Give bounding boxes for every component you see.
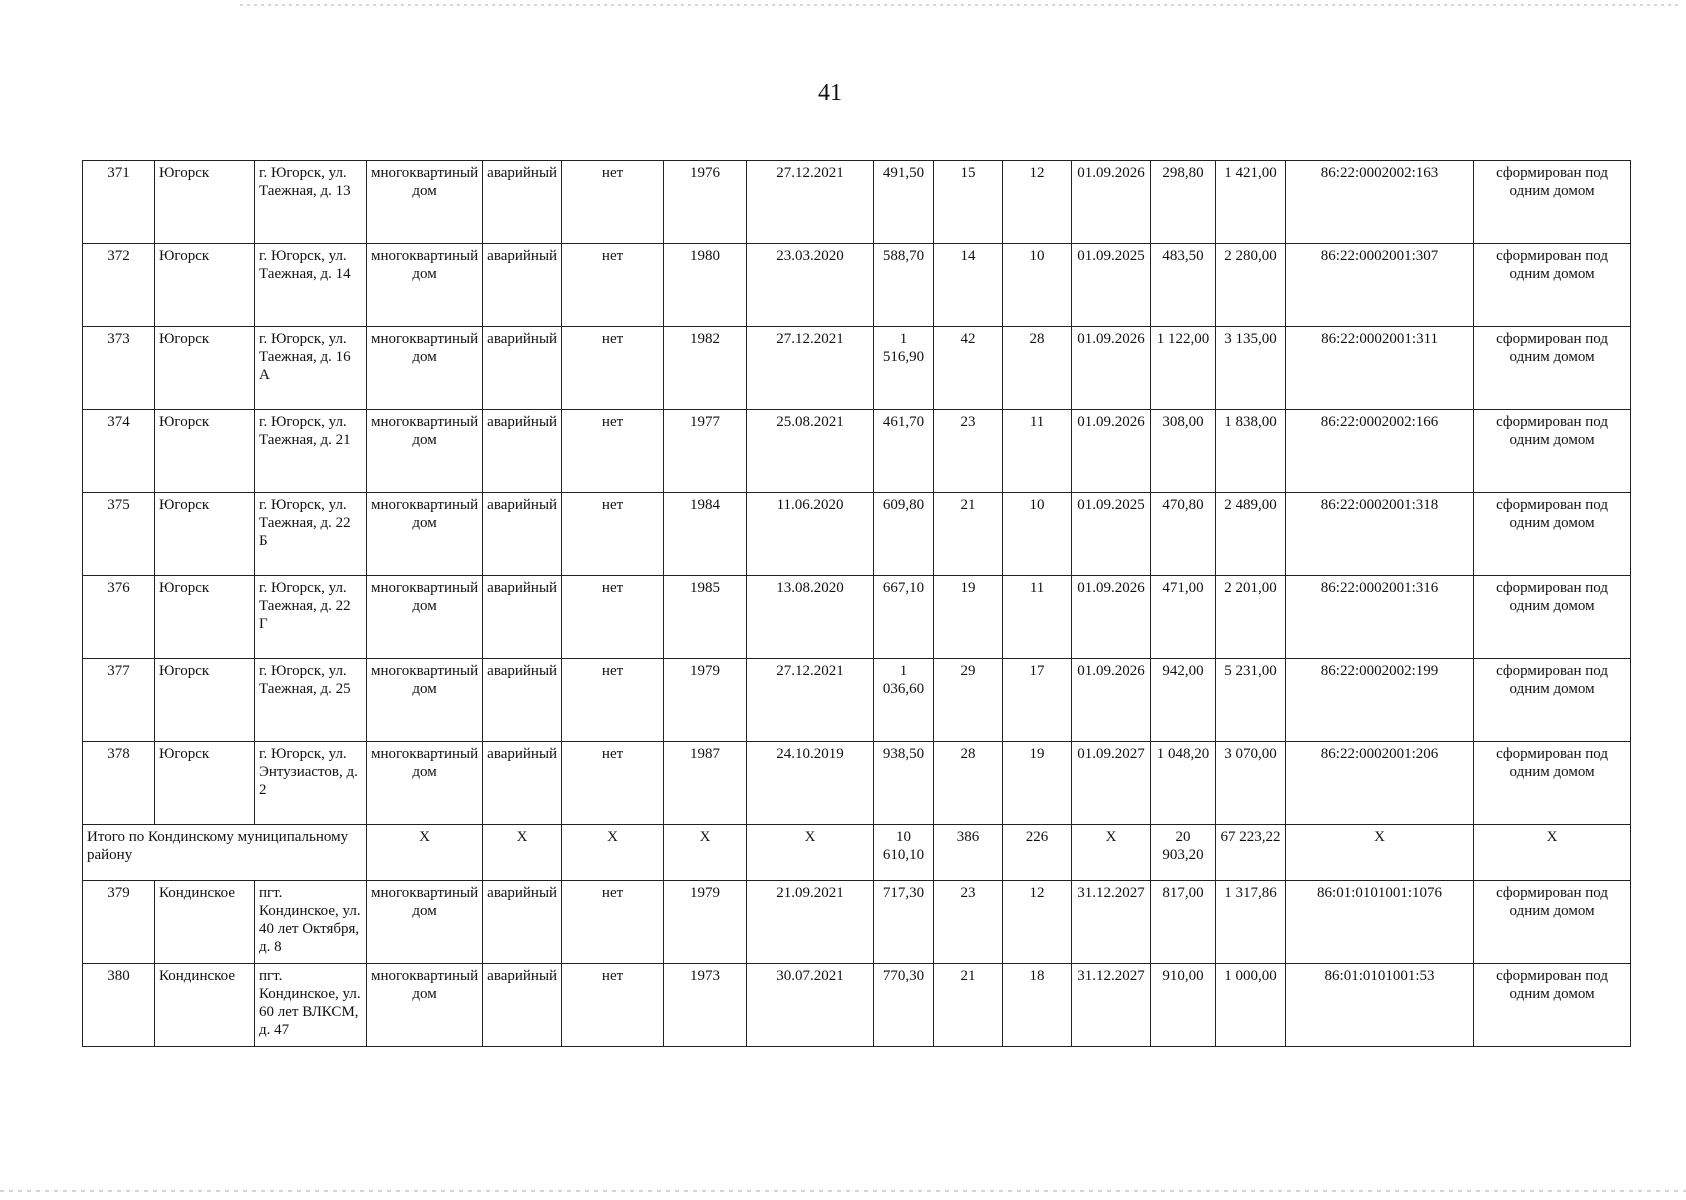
- housing-registry-table: [82, 160, 1631, 1047]
- table-row: [83, 964, 1631, 1047]
- cell-num: 380: [83, 964, 155, 1047]
- table-row: [83, 161, 1631, 244]
- cell-num: 374: [83, 410, 155, 493]
- table-row: [83, 576, 1631, 659]
- cell-address: г. Югорск, ул. Таежная, д. 16 А: [255, 327, 367, 410]
- cell-year: 1985: [664, 576, 747, 659]
- cell-house-type: многоквартиный дом: [367, 244, 483, 327]
- cell-land-area: 1 000,00: [1216, 964, 1286, 1047]
- cell-house-type: многоквартиный дом: [367, 410, 483, 493]
- cell-flats: 10: [1003, 244, 1072, 327]
- cell-num: 372: [83, 244, 155, 327]
- scan-edge-top: [240, 4, 1680, 6]
- cell-settled-area: 298,80: [1151, 161, 1216, 244]
- cell-date: 21.09.2021: [747, 881, 874, 964]
- cell-deadline: 01.09.2026: [1072, 576, 1151, 659]
- cell-area: 938,50: [874, 742, 934, 825]
- cell-residents: 14: [934, 244, 1003, 327]
- scan-edge-bottom: [0, 1190, 1686, 1192]
- cell-cadastral: 86:22:0002002:166: [1286, 410, 1474, 493]
- cell-status: аварийный: [483, 964, 562, 1047]
- cell-num: 378: [83, 742, 155, 825]
- cell-num: 375: [83, 493, 155, 576]
- cell-municipality: Кондинское: [155, 881, 255, 964]
- cell-residents: 23: [934, 881, 1003, 964]
- cell-land-area: 3 135,00: [1216, 327, 1286, 410]
- cell-deadline: 01.09.2027: [1072, 742, 1151, 825]
- cell-year: 1976: [664, 161, 747, 244]
- cell-settled-area: 470,80: [1151, 493, 1216, 576]
- table-row: [83, 742, 1631, 825]
- page-number: 41: [818, 80, 842, 106]
- cell-residents: 21: [934, 493, 1003, 576]
- cell-municipality: Кондинское: [155, 964, 255, 1047]
- cell-cadastral: 86:22:0002002:163: [1286, 161, 1474, 244]
- cell-settled-area: 308,00: [1151, 410, 1216, 493]
- cell-house-type: многоквартиный дом: [367, 576, 483, 659]
- cell-flats: 17: [1003, 659, 1072, 742]
- cell-address: г. Югорск, ул. Таежная, д. 22 Г: [255, 576, 367, 659]
- cell-date: 13.08.2020: [747, 576, 874, 659]
- cell-date: 27.12.2021: [747, 161, 874, 244]
- cell-house-type: многоквартиный дом: [367, 493, 483, 576]
- cell-note: сформирован под одним домом: [1474, 659, 1631, 742]
- cell-settled-area: 483,50: [1151, 244, 1216, 327]
- cell-flats: 12: [1003, 881, 1072, 964]
- cell-status: аварийный: [483, 659, 562, 742]
- table-row: [83, 327, 1631, 410]
- cell-address: г. Югорск, ул. Таежная, д. 22 Б: [255, 493, 367, 576]
- cell-residents: 29: [934, 659, 1003, 742]
- cell-year: 1980: [664, 244, 747, 327]
- cell-note: сформирован под одним домом: [1474, 576, 1631, 659]
- cell-year: 1979: [664, 659, 747, 742]
- cell-cadastral: 86:01:0101001:1076: [1286, 881, 1474, 964]
- cell-year: X: [664, 825, 747, 881]
- cell-date: 30.07.2021: [747, 964, 874, 1047]
- table-body: [83, 161, 1631, 1047]
- cell-area: 1 516,90: [874, 327, 934, 410]
- total-row: [83, 825, 1631, 881]
- cell-municipality: Югорск: [155, 244, 255, 327]
- cell-flats: 28: [1003, 327, 1072, 410]
- cell-deadline: X: [1072, 825, 1151, 881]
- cell-status: аварийный: [483, 244, 562, 327]
- cell-deadline: 31.12.2027: [1072, 881, 1151, 964]
- cell-flats: 12: [1003, 161, 1072, 244]
- cell-date: 27.12.2021: [747, 659, 874, 742]
- cell-year: 1977: [664, 410, 747, 493]
- cell-settled-area: 1 122,00: [1151, 327, 1216, 410]
- cell-address: г. Югорск, ул. Таежная, д. 14: [255, 244, 367, 327]
- cell-flats: 11: [1003, 576, 1072, 659]
- cell-date: 24.10.2019: [747, 742, 874, 825]
- cell-area: 770,30: [874, 964, 934, 1047]
- cell-land-area: 2 201,00: [1216, 576, 1286, 659]
- cell-status: аварийный: [483, 742, 562, 825]
- cell-settled-area: 910,00: [1151, 964, 1216, 1047]
- cell-address: г. Югорск, ул. Таежная, д. 21: [255, 410, 367, 493]
- cell-year: 1979: [664, 881, 747, 964]
- cell-settled-area: 817,00: [1151, 881, 1216, 964]
- cell-cadastral: 86:01:0101001:53: [1286, 964, 1474, 1047]
- cell-num: 373: [83, 327, 155, 410]
- cell-land-area: 2 280,00: [1216, 244, 1286, 327]
- cell-num: 377: [83, 659, 155, 742]
- cell-address: г. Югорск, ул. Энтузиастов, д. 2: [255, 742, 367, 825]
- table-row: [83, 881, 1631, 964]
- cell-residents: 23: [934, 410, 1003, 493]
- cell-house-type: многоквартиный дом: [367, 161, 483, 244]
- cell-note: сформирован под одним домом: [1474, 161, 1631, 244]
- cell-land-area: 67 223,22: [1216, 825, 1286, 881]
- cell-cultural: нет: [562, 576, 664, 659]
- table-row: [83, 659, 1631, 742]
- cell-deadline: 31.12.2027: [1072, 964, 1151, 1047]
- cell-cadastral: 86:22:0002001:206: [1286, 742, 1474, 825]
- cell-note: сформирован под одним домом: [1474, 964, 1631, 1047]
- cell-house-type: X: [367, 825, 483, 881]
- cell-cultural: X: [562, 825, 664, 881]
- cell-area: 461,70: [874, 410, 934, 493]
- cell-cultural: нет: [562, 244, 664, 327]
- cell-municipality: Югорск: [155, 659, 255, 742]
- cell-municipality: Югорск: [155, 410, 255, 493]
- table-row: [83, 410, 1631, 493]
- cell-deadline: 01.09.2025: [1072, 244, 1151, 327]
- cell-status: аварийный: [483, 327, 562, 410]
- cell-status: аварийный: [483, 161, 562, 244]
- cell-area: 609,80: [874, 493, 934, 576]
- cell-municipality: Югорск: [155, 493, 255, 576]
- cell-note: сформирован под одним домом: [1474, 410, 1631, 493]
- cell-cultural: нет: [562, 161, 664, 244]
- cell-cultural: нет: [562, 659, 664, 742]
- cell-land-area: 1 838,00: [1216, 410, 1286, 493]
- cell-date: 11.06.2020: [747, 493, 874, 576]
- cell-cadastral: 86:22:0002001:307: [1286, 244, 1474, 327]
- cell-cultural: нет: [562, 327, 664, 410]
- cell-status: X: [483, 825, 562, 881]
- cell-cadastral: 86:22:0002002:199: [1286, 659, 1474, 742]
- cell-land-area: 2 489,00: [1216, 493, 1286, 576]
- cell-deadline: 01.09.2026: [1072, 410, 1151, 493]
- cell-status: аварийный: [483, 881, 562, 964]
- cell-flats: 18: [1003, 964, 1072, 1047]
- cell-house-type: многоквартиный дом: [367, 964, 483, 1047]
- cell-note: сформирован под одним домом: [1474, 493, 1631, 576]
- cell-residents: 42: [934, 327, 1003, 410]
- cell-area: 10 610,10: [874, 825, 934, 881]
- cell-municipality: Югорск: [155, 576, 255, 659]
- total-label: Итого по Кондинскому муниципальному району: [83, 825, 367, 881]
- cell-municipality: Югорск: [155, 327, 255, 410]
- cell-area: 667,10: [874, 576, 934, 659]
- cell-settled-area: 20 903,20: [1151, 825, 1216, 881]
- cell-year: 1987: [664, 742, 747, 825]
- table-row: [83, 244, 1631, 327]
- cell-cadastral: 86:22:0002001:318: [1286, 493, 1474, 576]
- cell-deadline: 01.09.2026: [1072, 659, 1151, 742]
- cell-settled-area: 471,00: [1151, 576, 1216, 659]
- cell-house-type: многоквартиный дом: [367, 881, 483, 964]
- cell-cadastral: X: [1286, 825, 1474, 881]
- cell-num: 376: [83, 576, 155, 659]
- cell-note: сформирован под одним домом: [1474, 244, 1631, 327]
- cell-land-area: 1 317,86: [1216, 881, 1286, 964]
- cell-deadline: 01.09.2025: [1072, 493, 1151, 576]
- cell-date: X: [747, 825, 874, 881]
- cell-cadastral: 86:22:0002001:316: [1286, 576, 1474, 659]
- cell-area: 491,50: [874, 161, 934, 244]
- cell-flats: 11: [1003, 410, 1072, 493]
- cell-flats: 10: [1003, 493, 1072, 576]
- cell-cultural: нет: [562, 493, 664, 576]
- cell-land-area: 3 070,00: [1216, 742, 1286, 825]
- cell-address: г. Югорск, ул. Таежная, д. 25: [255, 659, 367, 742]
- cell-cultural: нет: [562, 742, 664, 825]
- cell-house-type: многоквартиный дом: [367, 659, 483, 742]
- cell-note: сформирован под одним домом: [1474, 881, 1631, 964]
- cell-municipality: Югорск: [155, 742, 255, 825]
- cell-date: 25.08.2021: [747, 410, 874, 493]
- cell-year: 1982: [664, 327, 747, 410]
- cell-land-area: 1 421,00: [1216, 161, 1286, 244]
- cell-residents: 15: [934, 161, 1003, 244]
- cell-residents: 386: [934, 825, 1003, 881]
- cell-area: 588,70: [874, 244, 934, 327]
- cell-year: 1973: [664, 964, 747, 1047]
- cell-house-type: многоквартиный дом: [367, 742, 483, 825]
- cell-cultural: нет: [562, 410, 664, 493]
- cell-status: аварийный: [483, 493, 562, 576]
- cell-residents: 21: [934, 964, 1003, 1047]
- cell-address: г. Югорск, ул. Таежная, д. 13: [255, 161, 367, 244]
- cell-cadastral: 86:22:0002001:311: [1286, 327, 1474, 410]
- cell-address: пгт. Кондинское, ул. 60 лет ВЛКСМ, д. 47: [255, 964, 367, 1047]
- cell-cultural: нет: [562, 881, 664, 964]
- cell-num: 379: [83, 881, 155, 964]
- cell-note: сформирован под одним домом: [1474, 742, 1631, 825]
- cell-residents: 28: [934, 742, 1003, 825]
- cell-deadline: 01.09.2026: [1072, 161, 1151, 244]
- cell-cultural: нет: [562, 964, 664, 1047]
- cell-area: 717,30: [874, 881, 934, 964]
- cell-date: 27.12.2021: [747, 327, 874, 410]
- cell-note: X: [1474, 825, 1631, 881]
- table-row: [83, 493, 1631, 576]
- cell-settled-area: 1 048,20: [1151, 742, 1216, 825]
- cell-note: сформирован под одним домом: [1474, 327, 1631, 410]
- cell-address: пгт. Кондинское, ул. 40 лет Октября, д. 8: [255, 881, 367, 964]
- cell-residents: 19: [934, 576, 1003, 659]
- cell-num: 371: [83, 161, 155, 244]
- cell-deadline: 01.09.2026: [1072, 327, 1151, 410]
- cell-year: 1984: [664, 493, 747, 576]
- cell-area: 1 036,60: [874, 659, 934, 742]
- cell-land-area: 5 231,00: [1216, 659, 1286, 742]
- cell-settled-area: 942,00: [1151, 659, 1216, 742]
- cell-date: 23.03.2020: [747, 244, 874, 327]
- cell-status: аварийный: [483, 576, 562, 659]
- cell-house-type: многоквартиный дом: [367, 327, 483, 410]
- cell-status: аварийный: [483, 410, 562, 493]
- cell-flats: 226: [1003, 825, 1072, 881]
- cell-municipality: Югорск: [155, 161, 255, 244]
- cell-flats: 19: [1003, 742, 1072, 825]
